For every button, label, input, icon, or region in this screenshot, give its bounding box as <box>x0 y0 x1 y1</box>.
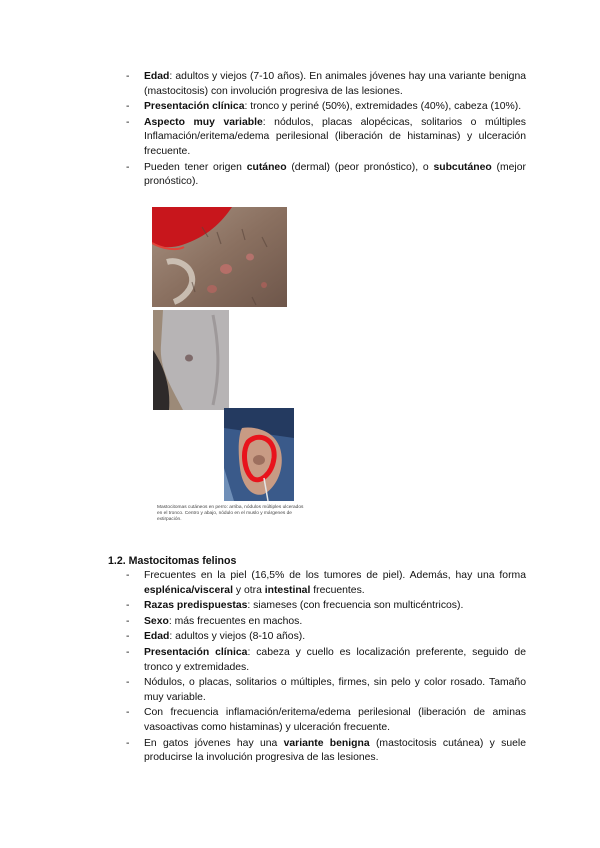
section-heading: 1.2. Mastocitomas felinos <box>108 555 237 567</box>
item-text: (mejor pronóstico). <box>144 161 526 188</box>
item-text: : siameses (con frecuencia son multicéntricos). <box>247 600 464 612</box>
item-term: cutáneo <box>246 161 287 173</box>
list-item <box>126 569 526 598</box>
figure-caption: Mastocitomas cutáneos en perro: arriba, nódulos múltiples ulcerados en el tronco. Centro y abajo, nódulo en el muslo y márgenes de extirpación. <box>157 505 304 522</box>
item-term: esplénica/visceral <box>144 584 233 596</box>
list-item <box>126 615 526 630</box>
list-item <box>126 70 526 99</box>
item-text: y otra <box>232 584 265 596</box>
item-term: subcutáneo <box>433 161 492 173</box>
item-term: Sexo <box>144 615 169 627</box>
item-term: Razas predispuestas <box>144 600 248 612</box>
item-text: Nódulos, o placas, solitarios o múltiples, firmes, sin pelo y color rosado. Tamaño muy variable. <box>144 677 526 703</box>
figure-photo-thigh <box>153 310 229 410</box>
item-text: : tronco y periné (50%), extremidades (40%), cabeza (10%). <box>244 101 522 113</box>
item-text: (mastocitosis cutánea) y suele producirse la involución progresiva de las lesiones. <box>144 737 527 764</box>
list-item <box>126 100 526 115</box>
item-term: Aspecto muy variable <box>144 116 263 128</box>
list-item <box>126 630 526 645</box>
list-item <box>126 706 526 735</box>
list-item <box>126 161 526 190</box>
figure-photo-trunk <box>152 207 287 307</box>
item-term: variante benigna <box>283 737 370 749</box>
item-text: Pueden tener origen <box>144 161 247 173</box>
item-text: (dermal) (peor pronóstico), o <box>286 161 434 173</box>
item-term: Edad <box>144 631 170 643</box>
list-item <box>126 676 526 705</box>
item-text: Con frecuencia inflamación/eritema/edema perilesional (liberación de aminas vasoactivas como histaminas) y ulceración frecuente. <box>144 707 526 733</box>
item-text: : nódulos, placas alopécicas, solitarios o múltiples Inflamación/eritema/edema perilesional (liberación de histaminas) y ulceración frecuente. <box>144 116 526 157</box>
item-term: intestinal <box>264 584 311 596</box>
list-item <box>126 737 526 766</box>
list-item <box>126 599 526 614</box>
item-text: En gatos jóvenes hay una <box>144 737 284 749</box>
item-term: Presentación clínica <box>144 646 248 658</box>
section2-list <box>126 569 526 767</box>
item-text: : más frecuentes en machos. <box>168 615 303 627</box>
item-term: Edad <box>144 71 170 82</box>
item-text: : adultos y viejos (7-10 años). En animales jóvenes hay una variante benigna (mastocitosis) con involución progresiva de las lesiones. <box>144 71 526 97</box>
item-text: : cabeza y cuello es localización preferente, seguido de tronco y extremidades. <box>144 646 526 673</box>
section1-list <box>126 70 526 191</box>
item-text: frecuentes. <box>310 584 365 596</box>
list-item <box>126 116 526 160</box>
figure-photo-excision <box>224 408 294 501</box>
item-term: Presentación clínica <box>144 101 245 113</box>
item-text: : adultos y viejos (8-10 años). <box>169 631 306 643</box>
list-item <box>126 646 526 675</box>
item-text: Frecuentes en la piel (16,5% de los tumores de piel). Además, hay una forma <box>144 570 526 581</box>
